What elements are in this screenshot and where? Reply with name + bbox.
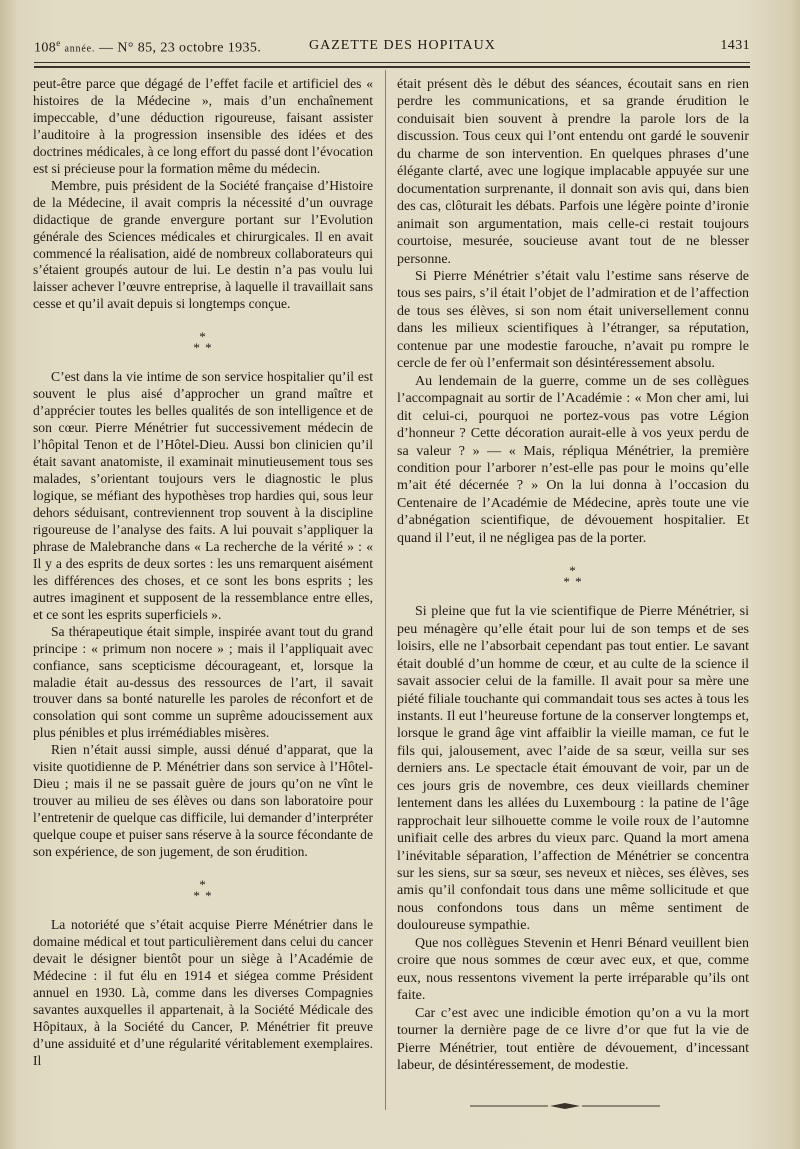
left-column <box>33 76 373 1070</box>
paragraph: La notoriété que s’était acquise Pierre Ménétrier dans le domaine médical et tout particulièrement dans celui du cancer devait le désigner bientôt pour un siège à l’Académie de Médecine : il fut élu en 1914 et siégea comme Président annuel en 1930. Là, comme dans les diverses Compagnies savantes auxquelles il appartenait, à la Société Médicale des Hôpitaux, à la Société du Cancer, P. Ménétrier fit preuve d’une assiduité et d’une régularité véritablement exemplaires. Il <box>33 916 373 1068</box>
paragraph: Au lendemain de la guerre, comme un de ses collègues l’accompagnait au sortir de l’Académie : « Mon cher ami, lui dit celui-ci, pourquoi ne portez-vous pas votre Légion d’honneur ? Cette décoration aurait-elle à vos yeux perdu de sa valeur ? » — « Mais, répliqua Ménétrier, la première condition pour l’arborer n’est-elle pas pour le moins qu’elle m’ait été décernée ? » On la lui donna à l’occasion du Centenaire de l’Académie de Médecine, après toute une vie d’abnégation scientifique, de dévouement hospitalier. Et quand il l’eut, il ne négligea pas de la porter. <box>397 373 749 546</box>
separator-star: * <box>199 876 207 892</box>
section-separator <box>397 563 749 590</box>
annee-label: année. <box>64 43 96 55</box>
separator-star: * <box>199 329 207 345</box>
paragraph: Que nos collègues Stevenin et Henri Bénard veuillent bien croire que nous sommes de cœur avec eux, et que, comme eux, nous ressentons vivement la perte irréparable qu’ils ont faite. <box>397 935 749 1004</box>
issue-info <box>34 38 261 57</box>
section-separator <box>33 329 373 356</box>
header-rule-thin <box>34 62 750 63</box>
journal-title: GAZETTE DES HOPITAUX <box>309 38 496 53</box>
issue-date: — N° 85, 23 octobre 1935. <box>99 40 262 56</box>
section-separator <box>33 876 373 903</box>
running-head <box>34 38 750 60</box>
header-rule-thick <box>34 66 750 68</box>
separator-star: * <box>569 563 577 579</box>
paragraph: Sa thérapeutique était simple, inspirée avant tout du grand principe : « primum non nocere » ; mais il l’appliquait avec confiance, sans scepticisme décourageant, et, lorsque la maladie était au-dessus des ressources de l’art, il savait trouver dans sa bonté naturelle les paroles de réconfort et de consolation qui sont comme un suprême adoucissement aux plus pénibles et plus irrémédiables misères. <box>33 623 373 741</box>
paragraph: Si Pierre Ménétrier s’était valu l’estime sans réserve de tous ses pairs, s’il était l’objet de l’admiration et de l’affection de tous ses élèves, si son nom était universellement connu dans les milieux scientifiques à l’étranger, sa réputation, contenue par une modestie farouche, n’avait pu rompre le cercle de fer où l’enfermait son désintéressement absolu. <box>397 268 749 372</box>
end-ornament <box>470 1102 660 1110</box>
separator-stars: * * <box>193 340 213 356</box>
edition-superscript: e <box>56 38 61 48</box>
column-divider <box>385 70 386 1110</box>
paragraph: Car c’est avec une indicible émotion qu’on a vu la mort tourner la dernière page de ce livre d’or que fut la vie de Pierre Ménétrier, tout entière de dévouement, d’incessant labeur, de désintéressement, de modestie. <box>397 1005 749 1074</box>
right-column <box>397 76 749 1074</box>
separator-stars: * * <box>193 887 213 903</box>
paragraph: Si pleine que fut la vie scientifique de Pierre Ménétrier, si peu ménagère qu’elle était pour lui de son temps et de ses loisirs, elle ne l’absorbait cependant pas tout entier. Le savant était doublé d’un homme de cœur, et au culte de la science il savait associer celui de la famille. Il avait pour sa mère une piété filiale touchante qui commandait tous ses actes à tous les instants. Il eut l’heureuse fortune de la conserver longtemps et, lorsque le grand âge vint affaiblir la vieille maman, ce fut le fils qui, jalousement, avec l’aide de sa sœur, veilla sur ses derniers ans. Le spectacle était émouvant de voir, par un de ces jours gris de novembre, ces deux vieillards cheminer lentement dans les allées du Luxembourg : la patine de l’âge rapprochait leur silhouette comme le voile roux de l’automne unifiait celle des arbres du vieux parc. Quand la mort amena l’inévitable séparation, l’affection de Ménétrier se concentra sur les siens, sur sa sœur, ses neveux et nièces, ses élèves, ses amis qu’il confondait tous dans une même sollicitude et que nous confondons tous dans un même sentiment de douloureuse sympathie. <box>397 604 749 934</box>
paragraph: peut-être parce que dégagé de l’effet facile et artificiel des « histoires de la Médecine », mais d’un enchaînement impeccable, d’une déduction rigoureuse, faisant assister l’auditoire à la progression insensible des idées et des doctrines médicales, à ce long effort du passé dont l’évocation est si précieuse pour la formation même du médecin. <box>33 76 373 176</box>
page-number: 1431 <box>720 38 750 53</box>
paragraph: était présent dès le début des séances, écoutait sans en rien perdre les communications, et sa grande érudition le conduisait bien souvent à prendre la parole lors de la discussion. Tous ceux qui l’ont entendu ont gardé le souvenir du charme de son intervention. En quelques phrases d’une élégante clarté, avec une logique implacable appuyée sur une documentation surprenante, il donnait son avis qui, dans bien des cas, clôturait les débats. Parfois une légère pointe d’ironie animait son argumentation, mais celle-ci restait toujours courtoise, mesurée, soucieuse avant tout de ne blesser personne. <box>397 77 749 267</box>
paragraph: Rien n’était aussi simple, aussi dénué d’apparat, que la visite quotidienne de P. Ménétrier dans son service à l’Hôtel-Dieu ; mais il ne se passait guère de jours qu’on ne vînt le trouver au milieu de ses élèves ou dans son laboratoire pour l’entretenir de quelque cas difficile, lui demander d’interpréter quelque coupe et puiser sans réserve à la source fécondante de son expérience, de son jugement, de son érudition. <box>33 742 373 860</box>
paragraph: C’est dans la vie intime de son service hospitalier qu’il est souvent le plus aisé d’approcher un grand maître et d’apprécier toutes les belles qualités de son intelligence et de son cœur. Pierre Ménétrier fut successivement médecin de l’hôpital Tenon et de l’Hôtel-Dieu. Aussi bon clinicien qu’il était savant anatomiste, il examinait minutieusement tous ses malades, s’orientant toujours vers le diagnostic le plus logique, se méfiant des hypothèses trop hardies qui, sous leur dehors séduisant, contreviennent trop souvent à la discipline rigoureuse de l’analyse des faits. A lui pouvait s’appliquer la phrase de Malebranche dans « La recherche de la vérité » : « Il y a des esprits de deux sortes : les uns remarquent aisément les différences des choses, et ce sont les bons esprits ; les autres imaginent et supposent de la ressemblance entre elles, et ce sont les esprits superficiels ». <box>33 369 373 622</box>
separator-stars: * * <box>563 574 583 590</box>
year-edition: 108 <box>34 40 57 56</box>
paragraph: Membre, puis président de la Société française d’Histoire de la Médecine, il avait compris la nécessité d’un ouvrage didactique de grande envergure portant sur l’Evolution générale des Sciences médicales et chirurgicales. Il en avait commencé la réalisation, aidé de nombreux collaborateurs qui s’étaient groupés autour de lui. Le destin n’a pas voulu lui laisser achever l’œuvre entreprise, à laquelle il travaillait sans cesse et qu’il avait depuis si longtemps conçue. <box>33 177 373 312</box>
